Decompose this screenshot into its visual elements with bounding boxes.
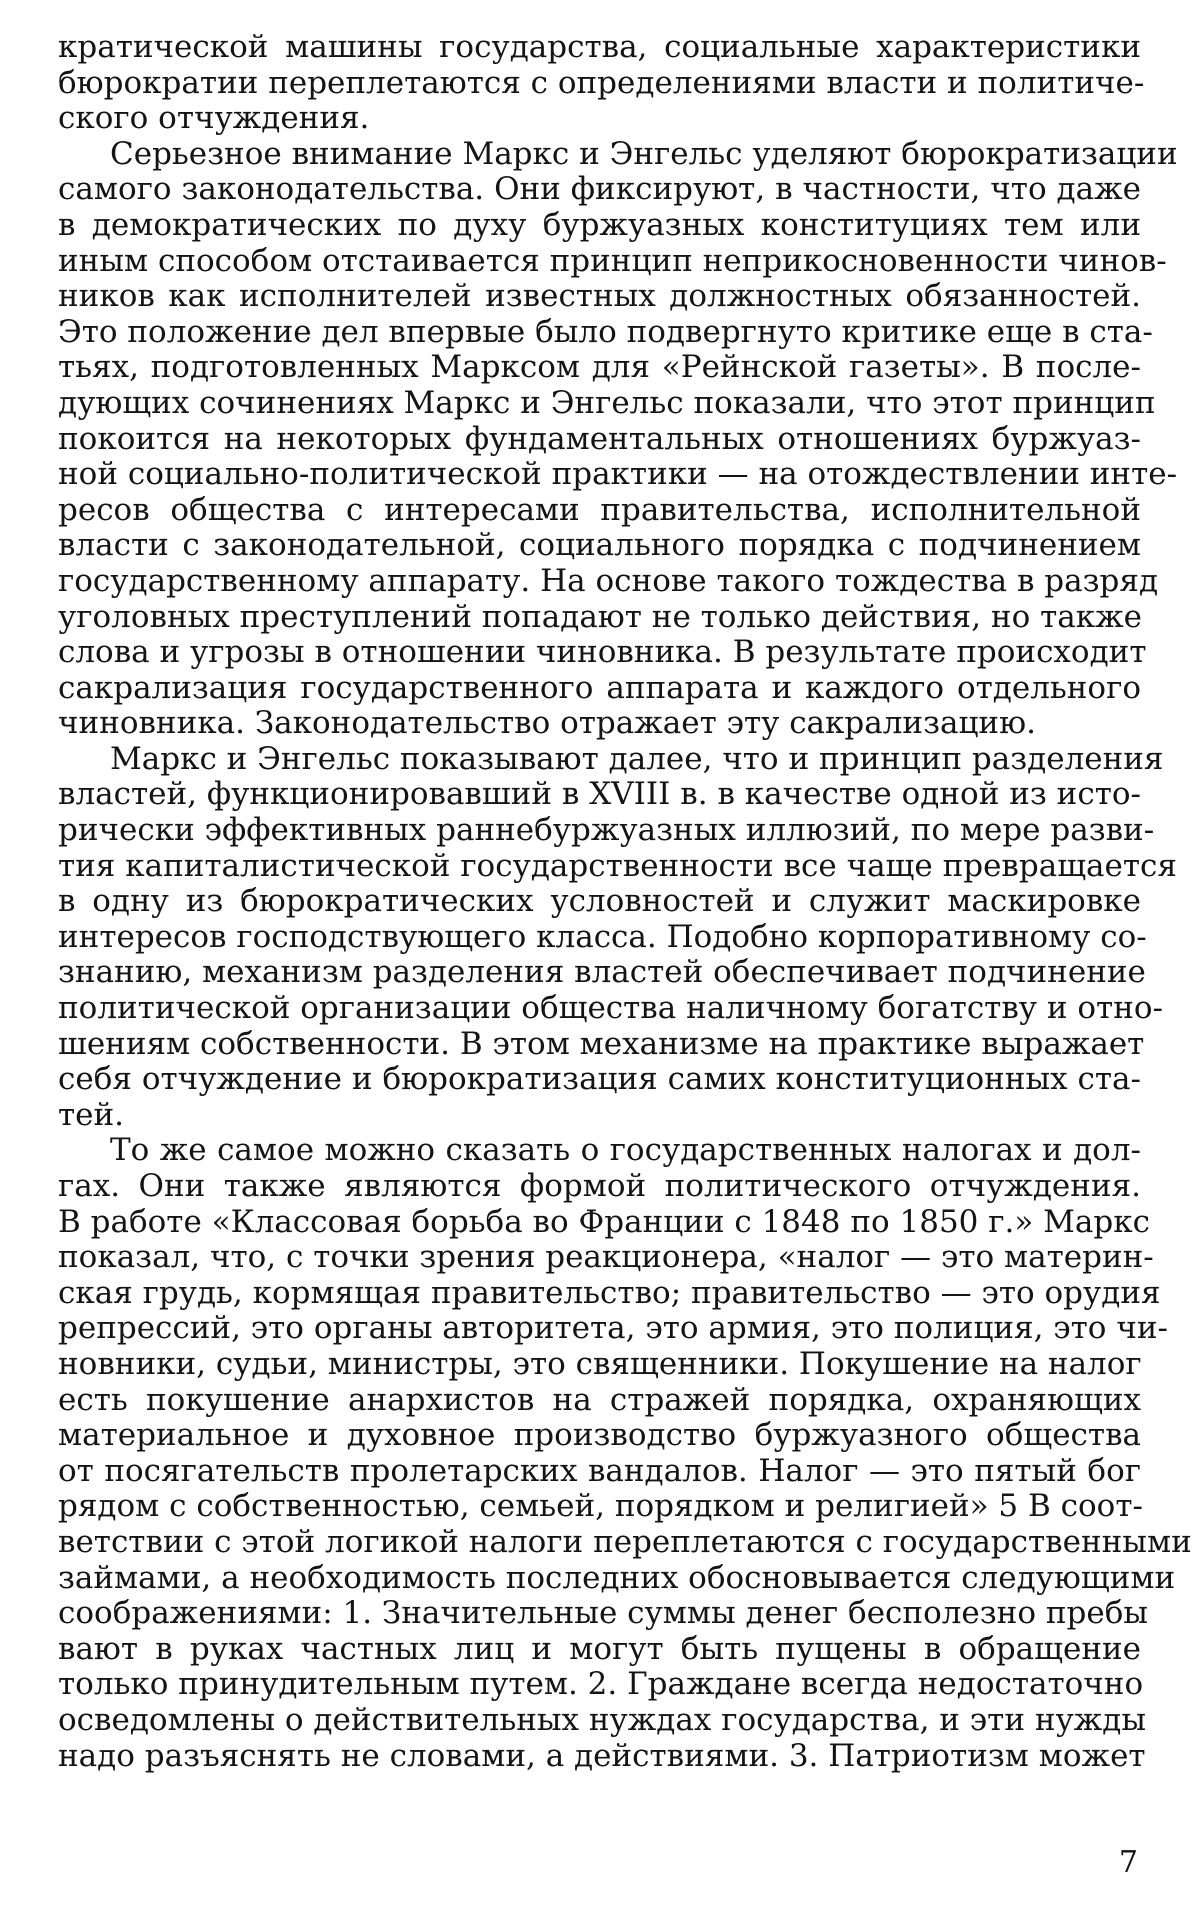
- text-line: новники, судьи, министры, это священники. Покушение на налог: [58, 1345, 1142, 1382]
- text-line: кратической машины государства, социальные характеристики: [58, 29, 1141, 65]
- text-line: иным способом отстаивается принцип неприкосновенности чинов-: [58, 242, 1167, 279]
- text-line: знанию, механизм разделения властей обеспечивает подчинение: [58, 954, 1146, 991]
- paragraph-4: [58, 1132, 1192, 1774]
- text-line: слова и угрозы в отношении чиновника. В результате происходит: [58, 634, 1147, 671]
- text-line: шениям собственности. В этом механизме на практике выражает: [58, 1025, 1145, 1062]
- document-page: [58, 29, 1192, 1774]
- paragraph-2: [58, 135, 1178, 742]
- text-line: соображениями: 1. Значительные суммы денег бесполезно пребы: [58, 1595, 1149, 1632]
- text-line: В работе «Классовая борьба во Франции с 1848 по 1850 г.» Маркс: [58, 1203, 1150, 1240]
- text-line: дующих сочинениях Маркс и Энгельс показали, что этот принцип: [58, 384, 1156, 421]
- text-line: властей, функционировавший в XVIII в. в качестве одной из исто-: [58, 776, 1141, 813]
- text-line: покоится на некоторых фундаментальных отношениях буржуаз-: [58, 420, 1141, 457]
- text-line: ресов общества с интересами правительства, исполнительной: [58, 491, 1141, 528]
- text-line: вают в руках частных лиц и могут быть пущены в обращение: [58, 1630, 1141, 1667]
- text-line: надо разъяснять не словами, а действиями. 3. Патриотизм может: [58, 1737, 1146, 1774]
- text-line: власти с законодательной, социального порядка с подчинением: [58, 527, 1141, 564]
- page-number: 7: [1118, 1845, 1138, 1880]
- text-line: То же самое можно сказать о государственных налогах и дол-: [110, 1132, 1141, 1169]
- text-line: ветствии с этой логикой налоги переплетаются с государственными: [58, 1523, 1192, 1560]
- text-line: тьях, подготовленных Марксом для «Рейнской газеты». В после-: [58, 349, 1141, 386]
- text-line: от посягательств пролетарских вандалов. Налог — это пятый бог: [58, 1452, 1141, 1489]
- text-line: Это положение дел впервые было подвергнуто критике еще в ста-: [58, 313, 1153, 350]
- text-line: в одну из бюрократических условностей и служит маскировке: [58, 883, 1141, 920]
- text-line: материальное и духовное производство буржуазного общества: [58, 1417, 1141, 1454]
- text-line: рядом с собственностью, семьей, порядком и религией» 5 В соот-: [58, 1488, 1143, 1525]
- text-line: Серьезное внимание Маркс и Энгельс уделяют бюрократизации: [110, 135, 1178, 172]
- paragraph-1: [58, 29, 1145, 137]
- text-line: репрессий, это органы авторитета, это армия, это полиция, это чи-: [58, 1310, 1168, 1347]
- text-line: только принудительным путем. 2. Граждане всегда недостаточно: [58, 1666, 1144, 1703]
- text-line: интересов господствующего класса. Подобно корпоративному со-: [58, 918, 1147, 955]
- text-line: показал, что, с точки зрения реакционера, «налог — это материн-: [58, 1239, 1154, 1276]
- text-line: в демократических по духу буржуазных конституциях тем или: [58, 206, 1141, 243]
- text-line: ская грудь, кормящая правительство; правительство — это орудия: [58, 1274, 1161, 1311]
- text-line: сакрализация государственного аппарата и каждого отдельного: [58, 669, 1141, 706]
- text-line: есть покушение анархистов на стражей порядка, охраняющих: [58, 1381, 1141, 1418]
- text-line: политической организации общества наличному богатству и отно-: [58, 990, 1164, 1027]
- text-line: уголовных преступлений попадают не только действия, но также: [58, 598, 1142, 635]
- text-line: самого законодательства. Они фиксируют, в частности, что даже: [58, 171, 1141, 208]
- text-line: чиновника. Законодательство отражает эту сакрализацию.: [58, 705, 1036, 742]
- text-line: бюрократии переплетаются с определениями власти и политиче-: [58, 64, 1145, 101]
- text-line: ной социально-политической практики — на отождествлении инте-: [58, 456, 1178, 493]
- text-line: гах. Они также являются формой политического отчуждения.: [58, 1168, 1141, 1204]
- text-line: ского отчуждения.: [58, 100, 370, 137]
- text-line: займами, а необходимость последних обосновывается следующими: [58, 1559, 1176, 1596]
- text-line: ников как исполнителей известных должностных обязанностей.: [58, 278, 1141, 315]
- text-line: тия капиталистической государственности все чаще превращается: [58, 847, 1177, 884]
- text-line: рически эффективных раннебуржуазных иллюзий, по мере разви-: [58, 812, 1155, 849]
- text-line: тей.: [58, 1096, 125, 1133]
- text-line: Маркс и Энгельс показывают далее, что и принцип разделения: [110, 740, 1164, 777]
- text-line: государственному аппарату. На основе такого тождества в разряд: [58, 562, 1159, 599]
- paragraph-3: [58, 740, 1177, 1134]
- text-line: себя отчуждение и бюрократизация самих конституционных ста-: [58, 1061, 1141, 1098]
- text-line: осведомлены о действительных нуждах государства, и эти нужды: [58, 1701, 1147, 1738]
